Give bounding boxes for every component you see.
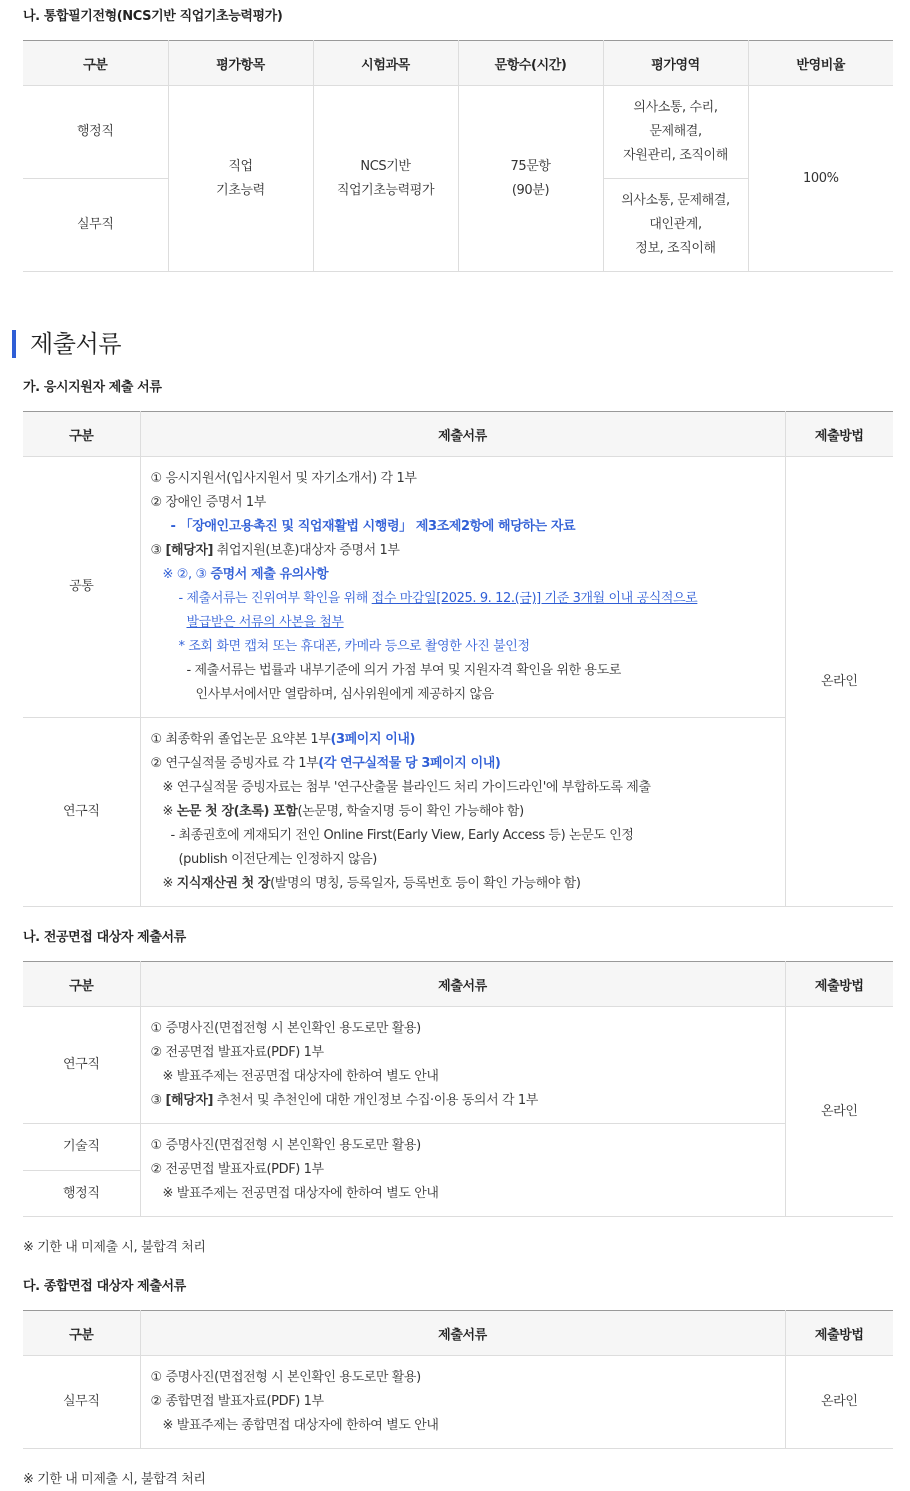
question-count-line: 75문항 <box>510 158 551 174</box>
question-count-cell <box>458 86 603 272</box>
subject-cell <box>313 86 458 272</box>
area-line: 의사소통, 문제해결, <box>621 193 730 208</box>
research-docs-cell <box>140 718 785 907</box>
major-interview-subheading: 나. 전공면접 대상자 제출서류 <box>23 930 186 945</box>
notice-ref: ※ ②, ③ <box>162 567 207 582</box>
notice-title: 증명서 제출 유의사항 <box>210 567 329 582</box>
eval-item-cell <box>168 86 313 272</box>
notice-heading <box>151 563 779 587</box>
note-text: (발명의 명칭, 등록일자, 등록번호 등이 확인 가능해야 함) <box>270 876 581 891</box>
area-line: 문제해결, <box>649 124 702 139</box>
note-mark: ※ <box>162 876 173 891</box>
note-text: (논문명, 학술지명 등이 확인 가능해야 함) <box>297 804 524 819</box>
doc-subline: - 「장애인고용촉진 및 직업재활법 시행령」 제3조제2항에 해당하는 자료 <box>170 519 576 534</box>
notice-line: - 제출서류는 법률과 내부기준에 의거 가점 부여 및 지원자격 확인을 위한 용도로 <box>186 663 621 678</box>
doc-note <box>151 872 779 896</box>
group-admin-label: 행정직 <box>23 1171 140 1217</box>
table-row <box>23 718 893 907</box>
doc-number: ③ <box>150 1093 162 1108</box>
group-practical-label: 실무직 <box>23 179 168 272</box>
table-row <box>23 1356 893 1449</box>
area-line: 정보, 조직이해 <box>635 241 716 256</box>
notice-text: - 제출서류는 진위여부 확인을 위해 <box>178 591 368 606</box>
doc-text: 추천서 및 추천인에 대한 개인정보 수집·이용 동의서 각 1부 <box>216 1093 538 1108</box>
doc-note: ※ 발표주제는 전공면접 대상자에 한하여 별도 안내 <box>162 1186 439 1201</box>
doc-line <box>151 1089 779 1113</box>
col-header-method: 제출방법 <box>785 412 893 457</box>
tech-admin-docs-cell <box>140 1124 785 1217</box>
doc-note: - 최종권호에 게재되기 전인 Online First(Early View, Early Access 등) 논문도 인정 <box>170 828 634 843</box>
doc-line: ① 증명사진(면접전형 시 본인확인 용도로만 활용) <box>150 1370 421 1385</box>
col-header-eval-area: 평가영역 <box>603 41 748 86</box>
note-mark: ※ <box>162 804 173 819</box>
table-row <box>23 1007 893 1124</box>
final-interview-table <box>23 1310 893 1449</box>
doc-line: ① 응시지원서(입사지원서 및 자기소개서) 각 1부 <box>150 471 417 486</box>
group-research-label: 연구직 <box>23 1007 140 1124</box>
notice-line <box>151 587 779 611</box>
table-header-row <box>23 41 893 86</box>
major-interview-table <box>23 961 893 1217</box>
doc-text: ② 연구실적물 증빙자료 각 1부 <box>150 756 319 771</box>
practical-docs-cell <box>140 1356 785 1449</box>
col-header-documents: 제출서류 <box>140 962 785 1007</box>
doc-line: ① 증명사진(면접전형 시 본인확인 용도로만 활용) <box>150 1021 421 1036</box>
doc-note: ※ 발표주제는 종합면접 대상자에 한하여 별도 안내 <box>162 1418 439 1433</box>
doc-line <box>151 752 779 776</box>
deadline-note: ※ 기한 내 미제출 시, 불합격 처리 <box>23 1240 206 1255</box>
col-header-category: 구분 <box>23 41 168 86</box>
section-title: 제출서류 <box>12 330 121 358</box>
method-cell: 온라인 <box>785 457 893 907</box>
doc-line <box>151 539 779 563</box>
method-cell: 온라인 <box>785 1007 893 1217</box>
table-row <box>23 1124 893 1171</box>
notice-line: 발급받은 서류의 사본을 첨부 <box>186 615 344 630</box>
doc-line: ② 전공면접 발표자료(PDF) 1부 <box>150 1162 324 1177</box>
col-header-subject: 시험과목 <box>313 41 458 86</box>
note-bold: 논문 첫 장(초록) 포함 <box>176 804 298 819</box>
doc-number: ③ <box>150 543 162 558</box>
col-header-category: 구분 <box>23 412 140 457</box>
notice-line: 인사부서에서만 열람하며, 심사위원에게 제공하지 않음 <box>195 687 494 702</box>
common-docs-cell <box>140 457 785 718</box>
col-header-category: 구분 <box>23 962 140 1007</box>
table-header-row <box>23 962 893 1007</box>
doc-limit: (각 연구실적물 당 3페이지 이내) <box>318 756 501 771</box>
group-research-label: 연구직 <box>23 718 140 907</box>
written-exam-table <box>23 40 893 272</box>
eval-item-line: 직업 <box>228 158 253 174</box>
doc-note: (publish 이전단계는 인정하지 않음) <box>178 852 377 867</box>
col-header-method: 제출방법 <box>785 1311 893 1356</box>
area-line: 대인관계, <box>649 217 702 232</box>
table-header-row <box>23 412 893 457</box>
group-common-label: 공통 <box>23 457 140 718</box>
note-bold: 지식재산권 첫 장 <box>176 876 271 891</box>
ratio-cell: 100% <box>748 86 893 272</box>
table-row <box>23 457 893 718</box>
col-header-category: 구분 <box>23 1311 140 1356</box>
doc-limit: (3페이지 이내) <box>330 732 416 747</box>
doc-text: ① 최종학위 졸업논문 요약본 1부 <box>150 732 331 747</box>
group-practical-label: 실무직 <box>23 1356 140 1449</box>
research-docs-cell <box>140 1007 785 1124</box>
doc-text: 취업지원(보훈)대상자 증명서 1부 <box>216 543 400 558</box>
doc-line: ② 전공면접 발표자료(PDF) 1부 <box>150 1045 324 1060</box>
doc-line: ② 장애인 증명서 1부 <box>150 495 266 510</box>
method-cell: 온라인 <box>785 1356 893 1449</box>
table-header-row <box>23 1311 893 1356</box>
notice-line: * 조회 화면 캡쳐 또는 휴대폰, 카메라 등으로 촬영한 사진 불인정 <box>178 639 530 654</box>
doc-line: ② 종합면접 발표자료(PDF) 1부 <box>150 1394 324 1409</box>
col-header-method: 제출방법 <box>785 962 893 1007</box>
eval-item-line: 기초능력 <box>216 182 265 198</box>
group-tech-label: 기술직 <box>23 1124 140 1171</box>
doc-line: ① 증명사진(면접전형 시 본인확인 용도로만 활용) <box>150 1138 421 1153</box>
eval-area-practical <box>603 179 748 272</box>
eval-area-admin <box>603 86 748 179</box>
doc-qualifier: [해당자] <box>165 543 214 558</box>
doc-note: ※ 연구실적물 증빙자료는 첨부 '연구산출물 블라인드 처리 가이드라인'에 부합하도록 제출 <box>162 780 651 795</box>
col-header-eval-item: 평가항목 <box>168 41 313 86</box>
table-row <box>23 86 893 179</box>
deadline-note: ※ 기한 내 미제출 시, 불합격 처리 <box>23 1472 206 1487</box>
area-line: 의사소통, 수리, <box>633 100 718 115</box>
doc-qualifier: [해당자] <box>165 1093 214 1108</box>
subject-line: NCS기반 <box>360 158 411 174</box>
col-header-ratio: 반영비율 <box>748 41 893 86</box>
written-exam-subheading: 나. 통합필기전형(NCS기반 직업기초능력평가) <box>23 9 283 24</box>
deadline-underlined-text: 접수 마감일[2025. 9. 12.(금)] 기준 3개월 이내 공식적으로 <box>371 591 698 606</box>
applicant-docs-table <box>23 411 893 907</box>
doc-note <box>151 800 779 824</box>
doc-note: ※ 발표주제는 전공면접 대상자에 한하여 별도 안내 <box>162 1069 439 1084</box>
col-header-documents: 제출서류 <box>140 412 785 457</box>
applicant-docs-subheading: 가. 응시지원자 제출 서류 <box>23 380 162 395</box>
group-admin-label: 행정직 <box>23 86 168 179</box>
col-header-question-count: 문항수(시간) <box>458 41 603 86</box>
doc-line <box>151 728 779 752</box>
subject-line: 직업기초능력평가 <box>336 182 435 198</box>
area-line: 자원관리, 조직이해 <box>623 148 728 163</box>
question-time-line: (90분) <box>511 182 550 198</box>
final-interview-subheading: 다. 종합면접 대상자 제출서류 <box>23 1279 186 1294</box>
col-header-documents: 제출서류 <box>140 1311 785 1356</box>
